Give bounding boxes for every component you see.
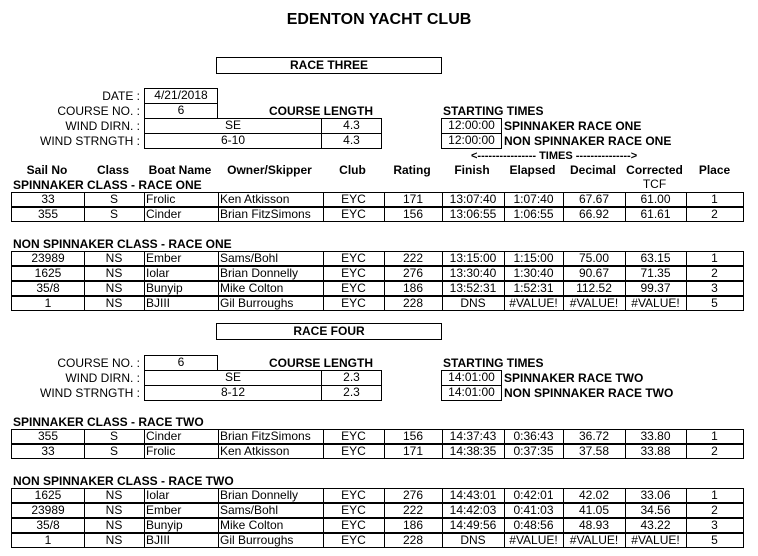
cell-elapsed[interactable]: 1:52:31 [504, 282, 564, 295]
header-finish: Finish [454, 163, 490, 177]
table-row [11, 296, 744, 311]
cell-boat-name[interactable]: Bunyip [144, 519, 219, 532]
race4-course-length-label: COURSE LENGTH [269, 356, 374, 370]
cell-finish[interactable]: 14:37:43 [442, 430, 505, 443]
header-decimal: Decimal [569, 163, 617, 177]
race4-course-value[interactable]: 6 [144, 355, 218, 371]
spinnaker-race-two-heading: SPINNAKER CLASS - RACE TWO [13, 415, 204, 429]
cell-sail-no[interactable]: 23989 [12, 252, 85, 265]
cell-boat-name[interactable]: Iolar [144, 267, 219, 280]
cell-rating[interactable]: 171 [384, 445, 443, 458]
non-spinnaker-race-two-heading: NON SPINNAKER CLASS - RACE TWO [13, 474, 234, 488]
cell-rating[interactable]: 171 [384, 193, 443, 206]
cell-boat-name[interactable]: BJIII [144, 534, 219, 547]
cell-corrected[interactable]: 33.80 [625, 430, 687, 443]
header-elapsed: Elapsed [509, 163, 556, 177]
cell-decimal[interactable]: #VALUE! [563, 534, 626, 547]
cell-club[interactable]: EYC [323, 297, 385, 310]
cell-rating[interactable]: 222 [384, 252, 443, 265]
table-row [11, 518, 744, 533]
race4-start-time-1-label: SPINNAKER RACE TWO [504, 371, 644, 385]
cell-club[interactable]: EYC [323, 193, 385, 206]
cell-decimal[interactable]: #VALUE! [563, 297, 626, 310]
cell-decimal[interactable]: 75.00 [563, 252, 626, 265]
race4-wind-direction-label: WIND DIRN. : [65, 371, 140, 385]
cell-owner[interactable]: Sams/Bohl [218, 504, 324, 517]
race4-starting-times-label: STARTING TIMES [443, 356, 544, 370]
cell-finish[interactable]: 14:49:56 [442, 519, 505, 532]
spinnaker-race-one-heading: SPINNAKER CLASS - RACE ONE [13, 178, 202, 192]
cell-place[interactable]: 2 [711, 445, 718, 458]
cell-owner[interactable]: Brian Donnelly [218, 489, 324, 502]
cell-place[interactable]: 2 [711, 267, 718, 280]
cell-boat-name[interactable]: Ember [144, 504, 219, 517]
race-four-heading: RACE FOUR [216, 323, 442, 340]
cell-rating[interactable]: 222 [384, 504, 443, 517]
cell-place[interactable]: 1 [711, 193, 718, 206]
cell-owner[interactable]: Gil Burroughs [218, 534, 324, 547]
date-label: DATE : [102, 89, 140, 103]
header-corrected: Corrected [626, 163, 683, 177]
cell-boat-name[interactable]: Frolic [144, 193, 219, 206]
cell-corrected[interactable]: 33.06 [625, 489, 687, 502]
wind-strength-label: WIND STRNGTH : [40, 134, 140, 148]
cell-sail-no[interactable]: 33 [12, 193, 85, 206]
cell-boat-name[interactable]: Cinder [144, 430, 219, 443]
cell-rating[interactable]: 156 [384, 208, 443, 221]
race-three-heading: RACE THREE [216, 57, 442, 74]
race4-course-label: COURSE NO. : [57, 356, 140, 370]
cell-owner[interactable]: Brian Donnelly [218, 267, 324, 280]
cell-rating[interactable]: 228 [384, 534, 443, 547]
start-time-1[interactable]: 12:00:00 [441, 118, 502, 134]
race4-start-time-2[interactable]: 14:01:00 [441, 385, 502, 401]
table-row [11, 251, 744, 266]
race4-wind-strength-label: WIND STRNGTH : [40, 386, 140, 400]
cell-boat-name[interactable]: Frolic [144, 445, 219, 458]
cell-place[interactable]: 1 [711, 252, 718, 265]
cell-place[interactable]: 3 [711, 282, 718, 295]
start-time-2[interactable]: 12:00:00 [441, 133, 502, 149]
cell-corrected[interactable]: 99.37 [625, 282, 687, 295]
cell-elapsed[interactable]: #VALUE! [504, 297, 564, 310]
cell-decimal[interactable]: 42.02 [563, 489, 626, 502]
cell-elapsed[interactable]: 0:41:03 [504, 504, 564, 517]
table-row [11, 488, 744, 503]
table-row [11, 281, 744, 296]
cell-sail-no[interactable]: 1625 [12, 489, 85, 502]
cell-finish[interactable]: DNS [442, 534, 505, 547]
cell-boat-name[interactable]: Ember [144, 252, 219, 265]
cell-club[interactable]: EYC [323, 445, 385, 458]
cell-club[interactable]: EYC [323, 489, 385, 502]
cell-club[interactable]: EYC [323, 504, 385, 517]
wind-direction-label: WIND DIRN. : [65, 119, 140, 133]
cell-elapsed[interactable]: 0:48:56 [504, 519, 564, 532]
start-time-2-label: NON SPINNAKER RACE ONE [504, 134, 672, 148]
cell-owner[interactable]: Gil Burroughs [218, 297, 324, 310]
club-title: EDENTON YACHT CLUB [286, 11, 472, 28]
cell-rating[interactable]: 228 [384, 297, 443, 310]
cell-club[interactable]: EYC [323, 430, 385, 443]
cell-boat-name[interactable]: Iolar [144, 489, 219, 502]
start-time-1-label: SPINNAKER RACE ONE [504, 119, 642, 133]
cell-finish[interactable]: 13:52:31 [442, 282, 505, 295]
cell-corrected[interactable]: 43.22 [625, 519, 687, 532]
cell-place[interactable]: 2 [711, 504, 718, 517]
cell-sail-no[interactable]: 1625 [12, 267, 85, 280]
cell-rating[interactable]: 186 [384, 282, 443, 295]
cell-owner[interactable]: Ken Atkisson [218, 193, 324, 206]
cell-class[interactable]: S [84, 445, 145, 458]
table-row [11, 266, 744, 281]
cell-rating[interactable]: 186 [384, 519, 443, 532]
cell-decimal[interactable]: 41.05 [563, 504, 626, 517]
date-value[interactable]: 4/21/2018 [144, 88, 218, 104]
cell-sail-no[interactable]: 355 [12, 430, 85, 443]
header-sail-no: Sail No [26, 163, 68, 177]
course-label: COURSE NO. : [57, 104, 140, 118]
cell-class[interactable]: NS [84, 504, 145, 517]
cell-rating[interactable]: 276 [384, 267, 443, 280]
cell-finish[interactable]: 13:15:00 [442, 252, 505, 265]
cell-rating[interactable]: 156 [384, 430, 443, 443]
cell-finish[interactable]: 13:30:40 [442, 267, 505, 280]
cell-place[interactable]: 2 [711, 208, 718, 221]
cell-elapsed[interactable]: 1:15:00 [504, 252, 564, 265]
cell-finish[interactable]: 13:07:40 [442, 193, 505, 206]
cell-corrected[interactable]: 71.35 [625, 267, 687, 280]
cell-boat-name[interactable]: BJIII [144, 297, 219, 310]
table-row [11, 444, 744, 459]
cell-class[interactable]: NS [84, 267, 145, 280]
table-row [11, 192, 744, 207]
table-row [11, 533, 744, 548]
wind-direction-value[interactable]: SE [144, 118, 322, 134]
cell-class[interactable]: NS [84, 252, 145, 265]
cell-decimal[interactable]: 112.52 [563, 282, 626, 295]
race4-wind-strength-value[interactable]: 8-12 [144, 385, 322, 401]
cell-place[interactable]: 1 [711, 430, 718, 443]
cell-decimal[interactable]: 48.93 [563, 519, 626, 532]
wind-direction-length[interactable]: 4.3 [321, 118, 382, 134]
cell-finish[interactable]: 13:06:55 [442, 208, 505, 221]
header-place: Place [698, 163, 731, 177]
cell-owner[interactable]: Ken Atkisson [218, 445, 324, 458]
cell-decimal[interactable]: 67.67 [563, 193, 626, 206]
cell-corrected[interactable]: 61.00 [625, 193, 687, 206]
cell-finish[interactable]: 14:38:35 [442, 445, 505, 458]
cell-finish[interactable]: DNS [442, 297, 505, 310]
non-spinnaker-race-one-heading: NON SPINNAKER CLASS - RACE ONE [13, 237, 232, 251]
cell-decimal[interactable]: 90.67 [563, 267, 626, 280]
cell-place[interactable]: 5 [711, 297, 718, 310]
cell-owner[interactable]: Brian FitzSimons [218, 430, 324, 443]
cell-sail-no[interactable]: 1 [12, 534, 85, 547]
cell-club[interactable]: EYC [323, 519, 385, 532]
table-row [11, 429, 744, 444]
header-corrected-tcf: TCF [642, 177, 667, 191]
cell-finish[interactable]: 14:42:03 [442, 504, 505, 517]
course-length-label: COURSE LENGTH [269, 104, 374, 118]
cell-decimal[interactable]: 36.72 [563, 430, 626, 443]
course-value[interactable]: 6 [144, 103, 218, 119]
cell-owner[interactable]: Mike Colton [218, 519, 324, 532]
race4-wind-strength-length[interactable]: 2.3 [321, 385, 382, 401]
cell-class[interactable]: NS [84, 534, 145, 547]
cell-owner[interactable]: Mike Colton [218, 282, 324, 295]
cell-class[interactable]: NS [84, 489, 145, 502]
cell-club[interactable]: EYC [323, 534, 385, 547]
header-class: Class [96, 163, 130, 177]
cell-rating[interactable]: 276 [384, 489, 443, 502]
cell-sail-no[interactable]: 33 [12, 445, 85, 458]
cell-class[interactable]: NS [84, 282, 145, 295]
cell-boat-name[interactable]: Bunyip [144, 282, 219, 295]
race4-start-time-2-label: NON SPINNAKER RACE TWO [504, 386, 674, 400]
cell-club[interactable]: EYC [323, 252, 385, 265]
cell-class[interactable]: S [84, 193, 145, 206]
cell-club[interactable]: EYC [323, 208, 385, 221]
cell-club[interactable]: EYC [323, 282, 385, 295]
header-boat-name: Boat Name [148, 163, 212, 177]
cell-corrected[interactable]: 63.15 [625, 252, 687, 265]
cell-sail-no[interactable]: 35/8 [12, 519, 85, 532]
cell-finish[interactable]: 14:43:01 [442, 489, 505, 502]
header-rating: Rating [393, 163, 431, 177]
cell-elapsed[interactable]: 0:37:35 [504, 445, 564, 458]
cell-corrected[interactable]: 34.56 [625, 504, 687, 517]
table-row [11, 207, 744, 222]
cell-elapsed[interactable]: 0:42:01 [504, 489, 564, 502]
cell-owner[interactable]: Brian FitzSimons [218, 208, 324, 221]
cell-class[interactable]: S [84, 430, 145, 443]
wind-strength-value[interactable]: 6-10 [144, 133, 322, 149]
cell-class[interactable]: NS [84, 519, 145, 532]
cell-decimal[interactable]: 66.92 [563, 208, 626, 221]
cell-sail-no[interactable]: 1 [12, 297, 85, 310]
cell-corrected[interactable]: 61.61 [625, 208, 687, 221]
cell-sail-no[interactable]: 35/8 [12, 282, 85, 295]
cell-class[interactable]: NS [84, 297, 145, 310]
cell-class[interactable]: S [84, 208, 145, 221]
race4-wind-direction-value[interactable]: SE [144, 370, 322, 386]
cell-sail-no[interactable]: 355 [12, 208, 85, 221]
cell-place[interactable]: 1 [711, 489, 718, 502]
cell-elapsed[interactable]: 0:36:43 [504, 430, 564, 443]
cell-place[interactable]: 3 [711, 519, 718, 532]
cell-elapsed[interactable]: #VALUE! [504, 534, 564, 547]
cell-corrected[interactable]: 33.88 [625, 445, 687, 458]
race4-wind-direction-length[interactable]: 2.3 [321, 370, 382, 386]
cell-corrected[interactable]: #VALUE! [625, 297, 687, 310]
cell-corrected[interactable]: #VALUE! [625, 534, 687, 547]
wind-strength-length[interactable]: 4.3 [321, 133, 382, 149]
cell-place[interactable]: 5 [711, 534, 718, 547]
cell-elapsed[interactable]: 1:06:55 [504, 208, 564, 221]
cell-elapsed[interactable]: 1:30:40 [504, 267, 564, 280]
cell-boat-name[interactable]: Cinder [144, 208, 219, 221]
cell-owner[interactable]: Sams/Bohl [218, 252, 324, 265]
header-owner: Owner/Skipper [227, 163, 312, 177]
header-club: Club [339, 163, 366, 177]
cell-decimal[interactable]: 37.58 [563, 445, 626, 458]
race4-start-time-1[interactable]: 14:01:00 [441, 370, 502, 386]
cell-elapsed[interactable]: 1:07:40 [504, 193, 564, 206]
starting-times-label: STARTING TIMES [443, 104, 544, 118]
cell-sail-no[interactable]: 23989 [12, 504, 85, 517]
table-row [11, 503, 744, 518]
cell-club[interactable]: EYC [323, 267, 385, 280]
times-banner: <---------------- TIMES ---------------> [471, 150, 638, 162]
